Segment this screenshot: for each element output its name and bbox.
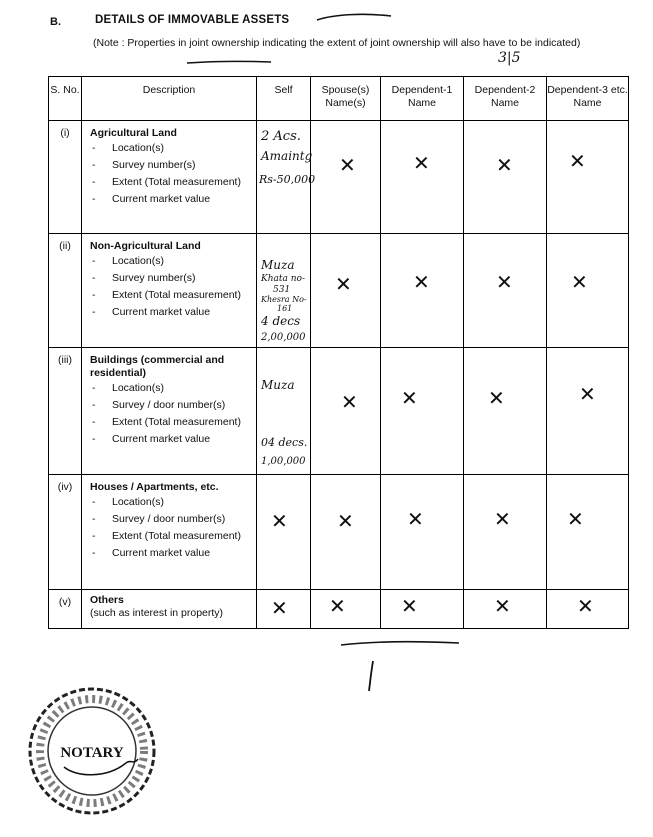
row-description [82, 234, 257, 348]
cross-mark-icon: ✕ [335, 272, 352, 296]
dependent-1-cell [381, 590, 464, 629]
list-item: - Current market value [90, 193, 252, 206]
row-heading: Non-Agricultural Land [90, 240, 201, 252]
handwritten-entry: 04 decs. [261, 436, 308, 449]
row-number: (v) [49, 590, 82, 629]
row-heading: Buildings (commercial and residential) [90, 354, 225, 379]
cross-mark-icon: ✕ [577, 594, 594, 618]
row-description [82, 475, 257, 590]
row-number: (iii) [49, 348, 82, 475]
dependent-2-cell [464, 590, 547, 629]
list-item: - Survey / door number(s) [90, 513, 252, 526]
handwritten-entry: 531 [273, 285, 291, 295]
row-description [82, 348, 257, 475]
list-item: - Current market value [90, 547, 252, 560]
handwritten-underline-mark-2 [185, 58, 275, 68]
handwritten-entry: Muza [261, 258, 295, 272]
handwritten-entry: Khesra No- [261, 295, 307, 304]
list-item: - Survey number(s) [90, 159, 252, 172]
cross-mark-icon: ✕ [494, 507, 511, 531]
row-subheading: (such as interest in property) [90, 607, 224, 619]
row-number: (iv) [49, 475, 82, 590]
table-row [49, 234, 629, 348]
stamp-text: NOTARY [60, 745, 124, 761]
handwritten-entry: 161 [277, 304, 293, 313]
section-letter: B. [50, 16, 61, 28]
list-item: - Location(s) [90, 255, 252, 268]
row-heading: Agricultural Land [90, 127, 177, 139]
list-item: - Location(s) [90, 142, 252, 155]
table-header-row [49, 77, 629, 121]
dependent-2-cell [464, 348, 547, 475]
col-header-dependent-3: Dependent-3 etc. Name [547, 77, 629, 121]
self-cell [257, 234, 311, 348]
cross-mark-icon: ✕ [579, 382, 596, 406]
cross-mark-icon: ✕ [401, 594, 418, 618]
dependent-1-cell [381, 348, 464, 475]
row-description [82, 121, 257, 234]
handwritten-underline-mark [315, 10, 395, 24]
dependent-2-cell [464, 234, 547, 348]
cross-mark-icon: ✕ [413, 151, 430, 175]
col-header-dependent-1: Dependent-1 Name [381, 77, 464, 121]
handwritten-entry: 2 Acs. [261, 129, 301, 144]
cross-mark-icon: ✕ [413, 270, 430, 294]
list-item: - Extent (Total measurement) [90, 176, 252, 189]
list-item: - Extent (Total measurement) [90, 289, 252, 302]
spouse-cell [311, 475, 381, 590]
row-description [82, 590, 257, 629]
col-header-self: Self [257, 77, 311, 121]
cross-mark-icon: ✕ [329, 594, 346, 618]
spouse-cell [311, 121, 381, 234]
dependent-3-cell [547, 234, 629, 348]
dependent-2-cell [464, 121, 547, 234]
cross-mark-icon: ✕ [494, 594, 511, 618]
immovable-assets-table [48, 76, 629, 629]
handwritten-entry: Khata no- [261, 274, 305, 284]
handwritten-strokes [335, 635, 465, 695]
handwritten-entry: Rs-50,000 [259, 173, 316, 186]
handwritten-entry: 1,00,000 [261, 456, 306, 467]
cross-mark-icon: ✕ [337, 509, 354, 533]
table-row [49, 475, 629, 590]
spouse-cell [311, 234, 381, 348]
cross-mark-icon: ✕ [339, 153, 356, 177]
dependent-3-cell [547, 348, 629, 475]
cross-mark-icon: ✕ [407, 507, 424, 531]
self-cell [257, 590, 311, 629]
row-heading: Others [90, 594, 124, 606]
row-number: (i) [49, 121, 82, 234]
handwritten-entry: 4 decs [261, 314, 301, 328]
row-number: (ii) [49, 234, 82, 348]
notary-stamp [26, 685, 158, 817]
cross-mark-icon: ✕ [571, 270, 588, 294]
self-cell [257, 475, 311, 590]
row-heading: Houses / Apartments, etc. [90, 481, 219, 493]
list-item: - Survey / door number(s) [90, 399, 252, 412]
dependent-1-cell [381, 234, 464, 348]
cross-mark-icon: ✕ [496, 153, 513, 177]
page-number-handwritten: 3|5 [498, 50, 521, 66]
dependent-2-cell [464, 475, 547, 590]
cross-mark-icon: ✕ [401, 386, 418, 410]
spouse-cell [311, 590, 381, 629]
table-row [49, 348, 629, 475]
list-item: - Survey number(s) [90, 272, 252, 285]
cross-mark-icon: ✕ [496, 270, 513, 294]
col-header-spouse: Spouse(s) Name(s) [311, 77, 381, 121]
dependent-1-cell [381, 475, 464, 590]
handwritten-entry: Amaintg [261, 149, 313, 163]
table-row [49, 121, 629, 234]
handwritten-entry: 2,00,000 [261, 332, 306, 343]
list-item: - Location(s) [90, 382, 252, 395]
cross-mark-icon: ✕ [488, 386, 505, 410]
dependent-1-cell [381, 121, 464, 234]
col-header-description: Description [82, 77, 257, 121]
self-cell [257, 348, 311, 475]
list-item: - Extent (Total measurement) [90, 416, 252, 429]
list-item: - Current market value [90, 306, 252, 319]
cross-mark-icon: ✕ [341, 390, 358, 414]
cross-mark-icon: ✕ [271, 509, 288, 533]
table-row [49, 590, 629, 629]
col-header-sno: S. No. [49, 77, 82, 121]
dependent-3-cell [547, 475, 629, 590]
dependent-3-cell [547, 121, 629, 234]
section-title: DETAILS OF IMMOVABLE ASSETS [95, 14, 290, 26]
cross-mark-icon: ✕ [567, 507, 584, 531]
self-cell [257, 121, 316, 234]
col-header-dependent-2: Dependent-2 Name [464, 77, 547, 121]
handwritten-entry: Muza [261, 378, 295, 392]
cross-mark-icon: ✕ [569, 149, 586, 173]
joint-ownership-note: (Note : Properties in joint ownership indicating the extent of joint ownership will also have to be indicated) [93, 37, 581, 49]
list-item: - Current market value [90, 433, 252, 446]
spouse-cell [311, 348, 381, 475]
dependent-3-cell [547, 590, 629, 629]
cross-mark-icon: ✕ [271, 596, 288, 620]
list-item: - Location(s) [90, 496, 252, 509]
list-item: - Extent (Total measurement) [90, 530, 252, 543]
